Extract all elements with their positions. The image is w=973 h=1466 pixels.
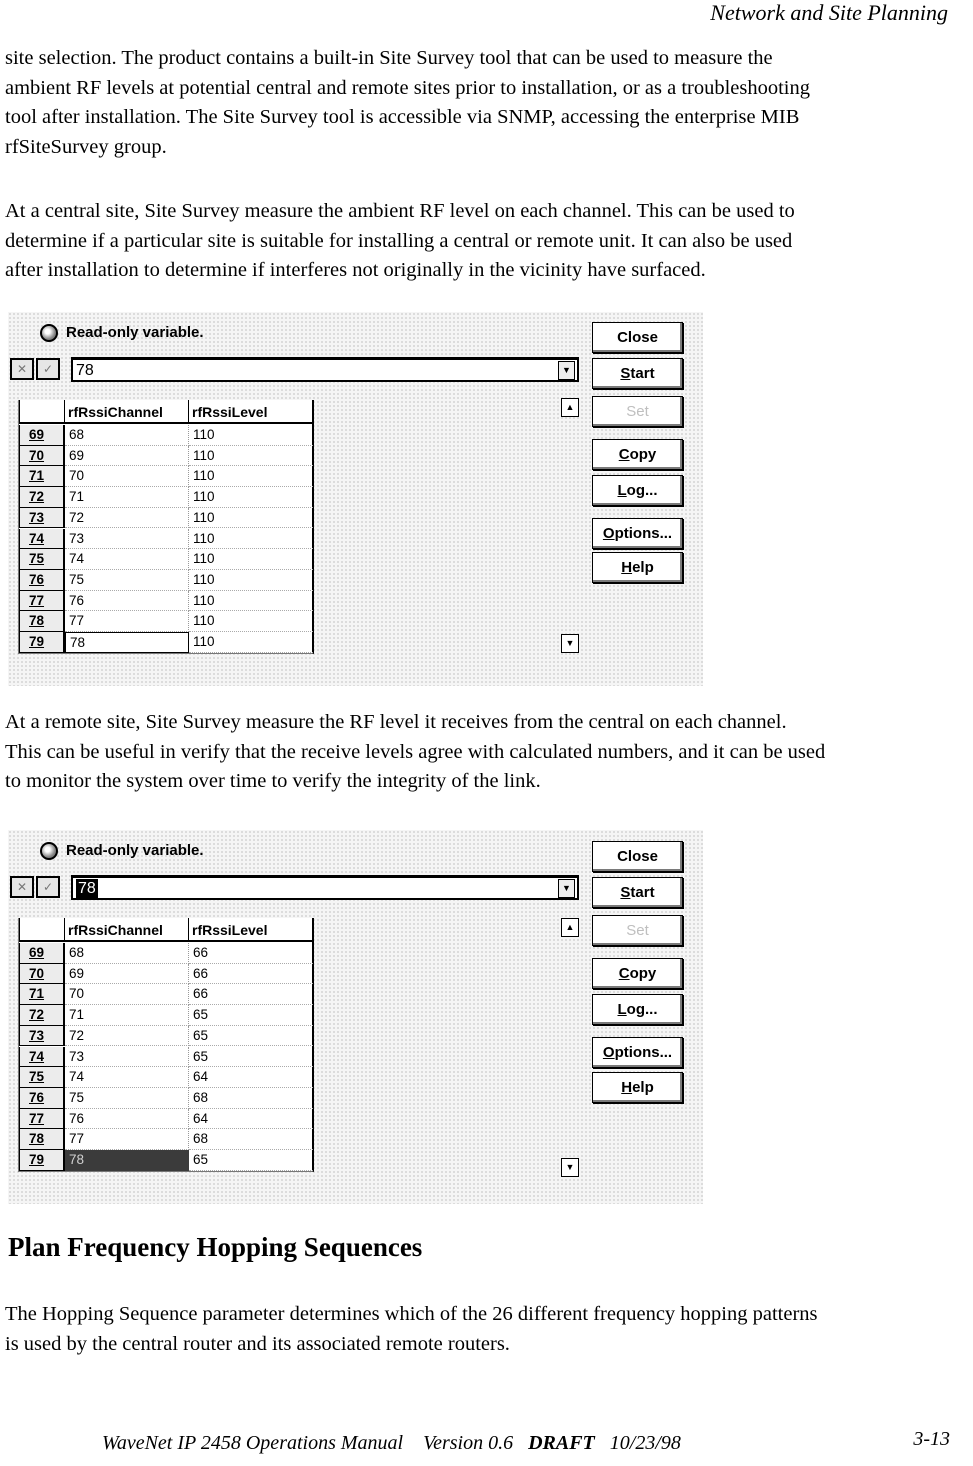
page-number: 3-13 (913, 1428, 950, 1450)
section-heading: Plan Frequency Hopping Sequences (8, 1232, 423, 1262)
level-cell[interactable]: 65 (189, 1026, 313, 1047)
value-combobox[interactable] (71, 357, 579, 382)
level-cell[interactable]: 68 (189, 1088, 313, 1109)
combobox-value: 78 (76, 362, 94, 379)
survey-table (18, 918, 314, 1172)
channel-cell[interactable]: 69 (65, 964, 189, 985)
help-button[interactable]: Help (592, 552, 683, 583)
start-button[interactable]: Start (592, 877, 683, 908)
row-index: 77 (19, 591, 65, 612)
table-row-selected[interactable] (19, 1150, 313, 1171)
table-row[interactable] (19, 964, 313, 985)
remote-line-2: This can be useful in verify that the receive levels agree with calculated numbers, and it can be used (5, 740, 826, 763)
footer-draft: DRAFT (528, 1432, 595, 1454)
table-row[interactable] (19, 1026, 313, 1047)
table-row[interactable] (19, 508, 313, 529)
channel-cell[interactable]: 68 (65, 943, 189, 964)
table-row[interactable] (19, 611, 313, 632)
hopping-paragraph (5, 1300, 955, 1359)
row-index: 79 (19, 632, 65, 653)
level-cell[interactable]: 110 (189, 508, 313, 529)
level-cell[interactable]: 68 (189, 1129, 313, 1150)
table-row[interactable] (19, 591, 313, 612)
remote-site-paragraph (5, 708, 955, 797)
level-cell[interactable]: 110 (189, 591, 313, 612)
site-survey-dialog-remote (8, 830, 703, 1204)
confirm-edit-button[interactable]: ✓ (36, 876, 60, 898)
row-index: 76 (19, 1088, 65, 1109)
options-button[interactable]: Options... (592, 518, 683, 549)
channel-cell[interactable]: 73 (65, 1047, 189, 1068)
channel-cell[interactable]: 77 (65, 1129, 189, 1150)
scroll-down-icon[interactable]: ▼ (561, 1158, 579, 1177)
table-row[interactable] (19, 984, 313, 1005)
level-cell[interactable]: 65 (189, 1047, 313, 1068)
survey-table (18, 400, 314, 654)
copy-button[interactable]: Copy (592, 958, 683, 989)
level-cell[interactable]: 66 (189, 964, 313, 985)
row-index: 69 (19, 425, 65, 446)
site-survey-dialog-central (8, 312, 703, 686)
row-index: 77 (19, 1109, 65, 1130)
value-combobox[interactable] (71, 875, 579, 900)
intro-line-4: rfSiteSurvey group. (5, 135, 167, 158)
row-index: 74 (19, 529, 65, 550)
confirm-edit-button[interactable]: ✓ (36, 358, 60, 380)
readonly-indicator-icon (40, 842, 58, 860)
level-cell[interactable]: 65 (189, 1150, 313, 1171)
column-header-level[interactable]: rfRssiLevel (189, 918, 313, 942)
level-cell[interactable]: 110 (189, 529, 313, 550)
set-button[interactable]: Set (592, 396, 683, 427)
row-index: 78 (19, 1129, 65, 1150)
footer-version: Version 0.6 (423, 1432, 514, 1454)
intro-line-3: tool after installation. The Site Survey tool is accessible via SNMP, accessing the enterprise MIB (5, 106, 800, 128)
level-cell[interactable]: 110 (189, 611, 313, 632)
readonly-label: Read-only variable. (66, 842, 204, 859)
channel-cell[interactable]: 76 (65, 1109, 189, 1130)
row-index: 69 (19, 943, 65, 964)
close-button[interactable]: Close (592, 841, 683, 872)
hopping-line-2: is used by the central router and its associated remote routers. (5, 1332, 510, 1355)
row-index: 74 (19, 1047, 65, 1068)
table-row[interactable] (19, 1129, 313, 1150)
row-header-corner (19, 918, 65, 942)
page-footer (102, 1432, 681, 1455)
channel-cell[interactable]: 69 (65, 446, 189, 467)
channel-cell[interactable]: 70 (65, 466, 189, 487)
channel-cell[interactable]: 74 (65, 549, 189, 570)
level-cell[interactable]: 110 (189, 632, 313, 653)
table-row[interactable] (19, 487, 313, 508)
intro-paragraph (5, 44, 955, 162)
level-cell[interactable]: 110 (189, 570, 313, 591)
level-cell[interactable]: 64 (189, 1109, 313, 1130)
level-cell[interactable]: 110 (189, 466, 313, 487)
column-header-level[interactable]: rfRssiLevel (189, 400, 313, 424)
combobox-value: 78 (78, 880, 96, 897)
channel-cell[interactable]: 71 (65, 487, 189, 508)
table-row[interactable] (19, 1109, 313, 1130)
level-cell[interactable]: 110 (189, 446, 313, 467)
central-line-3: after installation to determine if interferes not originally in the vicinity have surfaced. (5, 259, 706, 281)
row-index: 73 (19, 508, 65, 529)
level-cell[interactable]: 64 (189, 1067, 313, 1088)
table-row[interactable] (19, 549, 313, 570)
readonly-label: Read-only variable. (66, 324, 204, 341)
channel-cell[interactable]: 76 (65, 591, 189, 612)
table-row[interactable] (19, 1047, 313, 1068)
level-cell[interactable]: 66 (189, 943, 313, 964)
channel-cell[interactable]: 78 (65, 1150, 189, 1171)
row-index: 71 (19, 984, 65, 1005)
channel-cell[interactable]: 70 (65, 984, 189, 1005)
table-row[interactable] (19, 943, 313, 964)
level-cell[interactable]: 110 (189, 549, 313, 570)
column-header-channel[interactable]: rfRssiChannel (65, 400, 189, 424)
row-index: 72 (19, 487, 65, 508)
table-row[interactable] (19, 1088, 313, 1109)
table-row[interactable] (19, 570, 313, 591)
level-cell[interactable]: 110 (189, 487, 313, 508)
table-row[interactable] (19, 425, 313, 446)
channel-cell[interactable]: 74 (65, 1067, 189, 1088)
channel-cell[interactable]: 73 (65, 529, 189, 550)
chevron-down-icon[interactable]: ▼ (558, 361, 575, 380)
row-index: 76 (19, 570, 65, 591)
table-row[interactable] (19, 466, 313, 487)
channel-cell[interactable]: 77 (65, 611, 189, 632)
close-button[interactable]: Close (592, 322, 683, 353)
row-header-corner (19, 400, 65, 424)
row-index: 72 (19, 1005, 65, 1026)
options-button[interactable]: Options... (592, 1037, 683, 1068)
row-index: 78 (19, 611, 65, 632)
remote-line-1: At a remote site, Site Survey measure the RF level it receives from the central on each channel. (5, 711, 787, 733)
central-line-1: At a central site, Site Survey measure the ambient RF level on each channel. This can be used to (5, 200, 795, 222)
row-index: 70 (19, 964, 65, 985)
intro-line-1: site selection. The product contains a built-in Site Survey tool that can be used to measure the (5, 47, 773, 69)
set-button[interactable]: Set (592, 915, 683, 946)
channel-cell[interactable]: 72 (65, 1026, 189, 1047)
row-index: 75 (19, 1067, 65, 1088)
scroll-up-icon[interactable]: ▲ (561, 918, 579, 937)
hopping-line-1: The Hopping Sequence parameter determines which of the 26 different frequency hopping patterns (5, 1303, 818, 1325)
scroll-down-icon[interactable]: ▼ (561, 634, 579, 653)
copy-button[interactable]: Copy (592, 439, 683, 470)
table-row[interactable] (19, 1005, 313, 1026)
cancel-edit-button[interactable]: ✕ (10, 358, 34, 380)
start-button[interactable]: Start (592, 358, 683, 389)
channel-cell[interactable]: 75 (65, 1088, 189, 1109)
footer-date: 10/23/98 (609, 1432, 681, 1454)
scroll-up-icon[interactable]: ▲ (561, 398, 579, 417)
table-row[interactable] (19, 529, 313, 550)
channel-cell[interactable]: 71 (65, 1005, 189, 1026)
channel-cell[interactable]: 72 (65, 508, 189, 529)
cancel-edit-button[interactable]: ✕ (10, 876, 34, 898)
level-cell[interactable]: 66 (189, 984, 313, 1005)
remote-line-3: to monitor the system over time to verify the integrity of the link. (5, 770, 541, 792)
channel-cell[interactable]: 78 (65, 632, 189, 653)
level-cell[interactable]: 110 (189, 425, 313, 446)
row-index: 70 (19, 446, 65, 467)
central-line-2: determine if a particular site is suitable for installing a central or remote unit. It can also be used (5, 229, 793, 252)
row-index: 71 (19, 466, 65, 487)
channel-cell[interactable]: 75 (65, 570, 189, 591)
log-button[interactable]: Log... (592, 994, 683, 1025)
help-button[interactable]: Help (592, 1072, 683, 1103)
level-cell[interactable]: 65 (189, 1005, 313, 1026)
column-header-channel[interactable]: rfRssiChannel (65, 918, 189, 942)
log-button[interactable]: Log... (592, 475, 683, 506)
chevron-down-icon[interactable]: ▼ (558, 879, 575, 898)
table-row[interactable] (19, 446, 313, 467)
intro-line-2: ambient RF levels at potential central and remote sites prior to installation, or as a troubleshooting (5, 76, 811, 99)
row-index: 75 (19, 549, 65, 570)
table-row-selected[interactable] (19, 632, 313, 653)
readonly-indicator-icon (40, 324, 58, 342)
central-site-paragraph (5, 197, 955, 286)
footer-manual-title: WaveNet IP 2458 Operations Manual (102, 1432, 404, 1454)
channel-cell[interactable]: 68 (65, 425, 189, 446)
row-index: 73 (19, 1026, 65, 1047)
row-index: 79 (19, 1150, 65, 1171)
running-header: Network and Site Planning (710, 0, 948, 25)
table-row[interactable] (19, 1067, 313, 1088)
